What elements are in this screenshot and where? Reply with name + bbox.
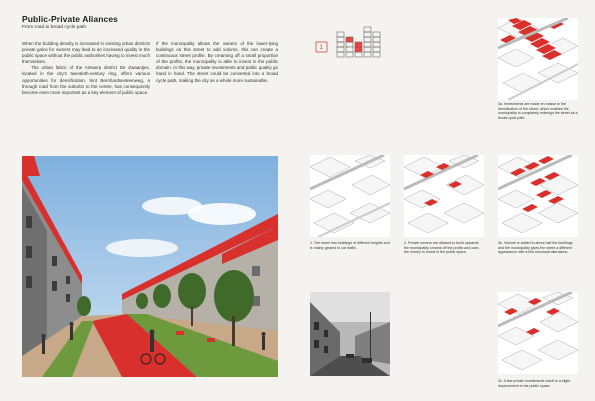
axonometric-3a	[498, 18, 578, 100]
street-photo	[310, 292, 390, 376]
axonometric-3c	[498, 292, 578, 374]
caption-3a: 3a. Investments are made en masse in the densification of the street, which enables the municipality to completely redesign the street as a broad cycle path.	[498, 102, 578, 120]
svg-text:1: 1	[319, 45, 323, 51]
paragraph: The urban fabric of the Antwerp district De Zwaantjes, located in the city's twentieth-century ring, offers various opportunities for densification. Sint Bernhardsesteenweg, a through road from the suburbs to the centre, has consequently become even more important as a key element of public space.	[22, 65, 150, 95]
paragraph: If the municipality allows the owners of the lower-lying buildings on this street to add volume, this can create a continuous street profile. By creaming off a small proportion of the profits, the municipality is able to invest in the public domain. In this way, private investments and public quality go hand in hand. The street could be converted into a broad cycle path, making the city as a whole more sustainable.	[156, 41, 278, 83]
axonometric-2	[404, 155, 484, 237]
page-title: Public-Private Aliances	[22, 14, 118, 24]
svg-text:2: 2	[349, 47, 352, 53]
text-column-1	[22, 41, 150, 96]
paragraph: When the building density is increased in existing urban districts private gains for owners may lead to an increased quality in the public space without the public authorities having to invest much themselves.	[22, 41, 150, 65]
caption-2: 2. Private owners are allowed to build upwards; the municipality creams off the profits and uses the money to invest in the public space.	[404, 241, 480, 255]
caption-1: 1. The street has buildings of different heights and is mainly geared to car traffic.	[310, 241, 390, 250]
axonometric-3b	[498, 155, 578, 237]
street-rendering	[22, 156, 278, 377]
page-subtitle: From road to broad cycle path	[22, 25, 86, 30]
text-column-2	[156, 41, 278, 84]
caption-3b: 3b. Volume is added to about half the buildings and the municipality gives the street a different appearance with a few structural alterations.	[498, 241, 573, 255]
volume-diagram	[310, 20, 390, 65]
axonometric-1	[310, 155, 390, 237]
caption-3c: 3c. A few private investments result in a slight improvement in the public space.	[498, 379, 571, 388]
